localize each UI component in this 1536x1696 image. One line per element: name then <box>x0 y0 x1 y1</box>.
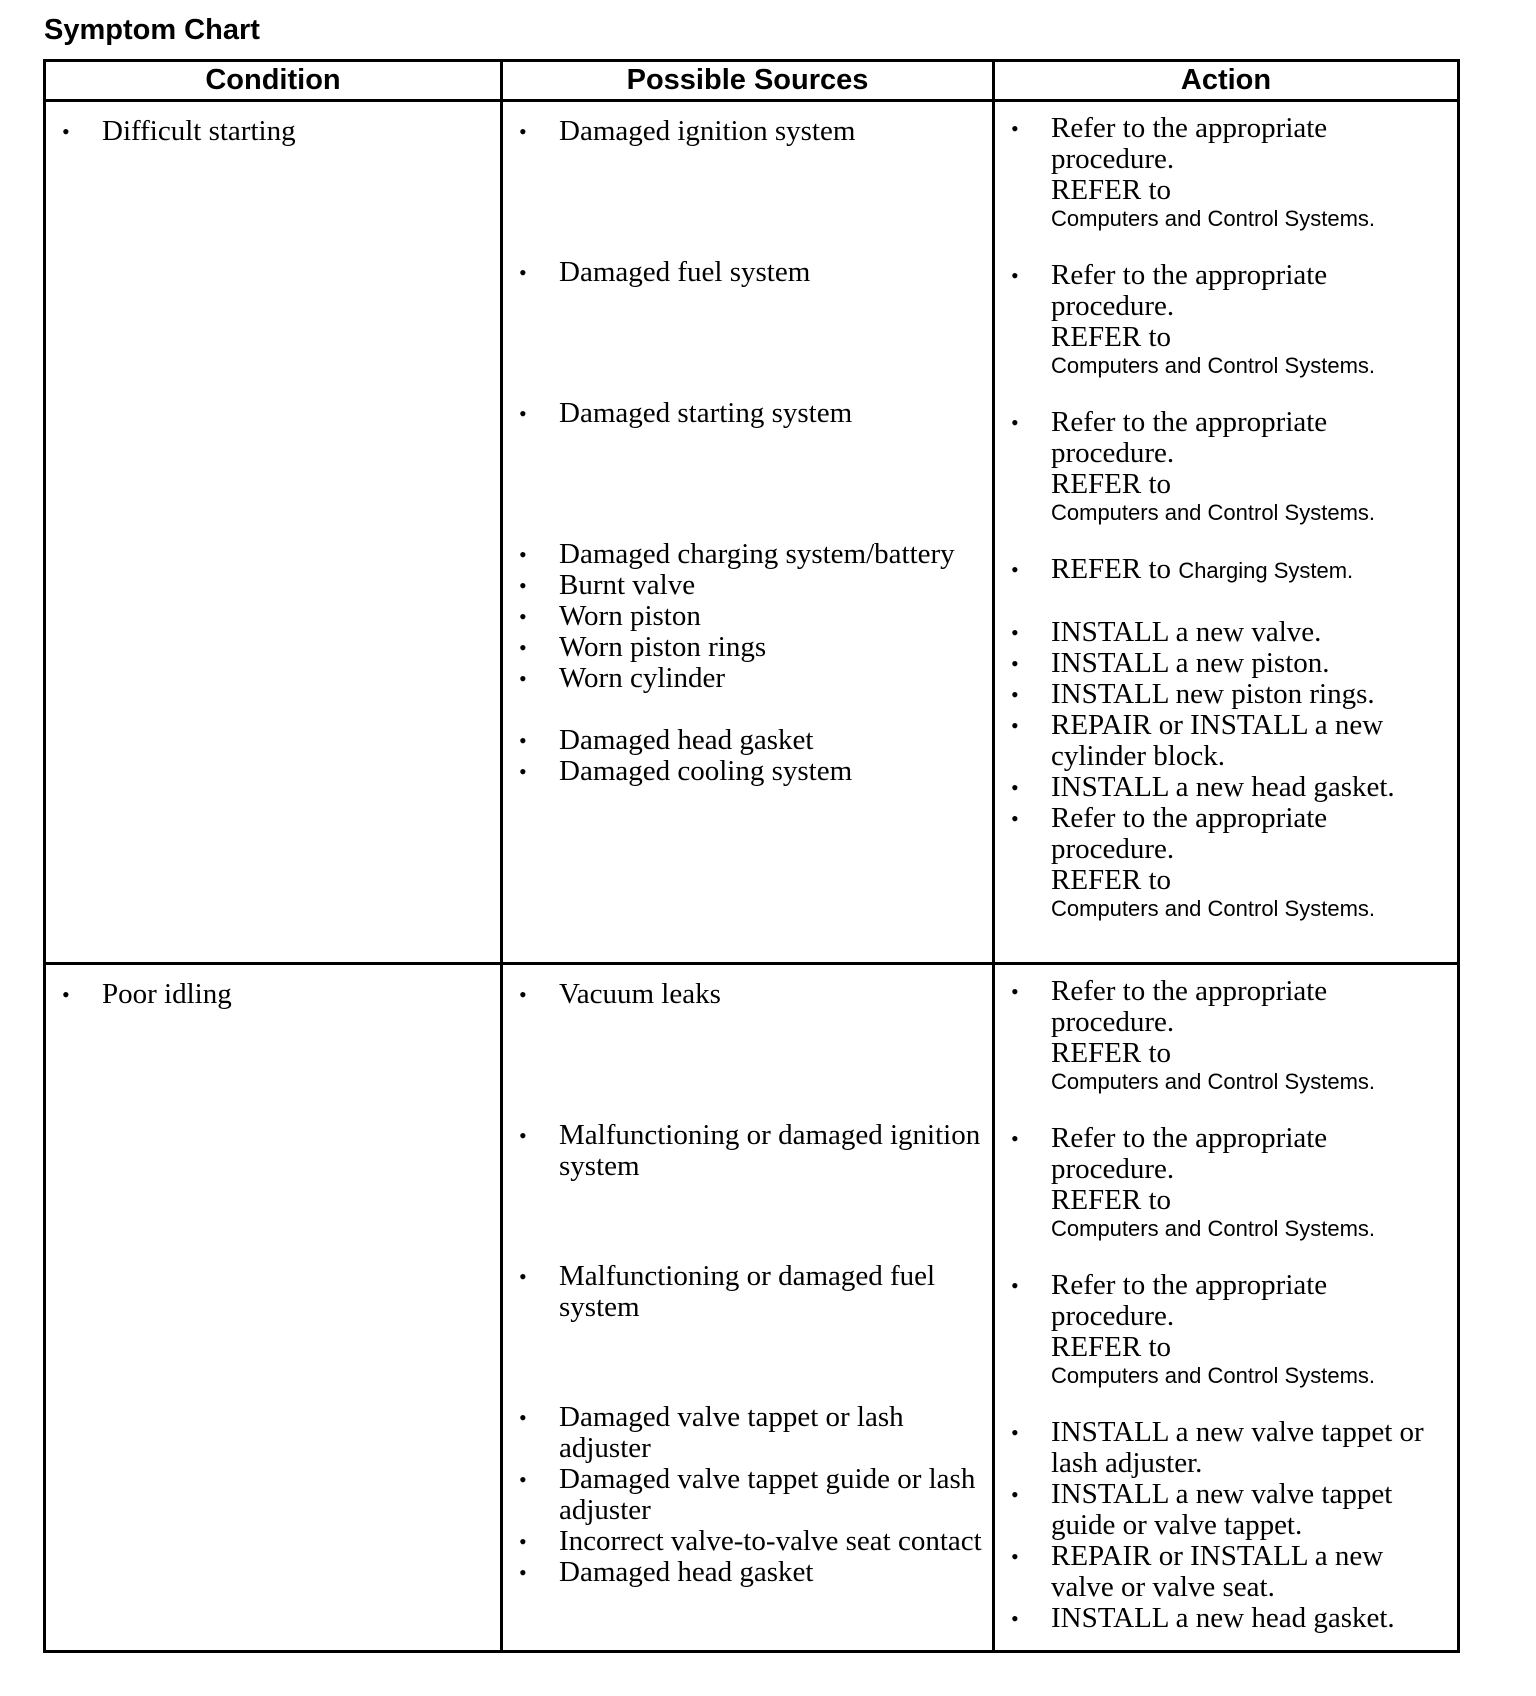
action-ref-target: Computers and Control Systems. <box>1051 1216 1376 1241</box>
source-item: • Damaged fuel system <box>517 257 986 288</box>
header-row <box>45 61 1459 101</box>
action-ref-target: Charging System. <box>1178 558 1354 583</box>
action-item: • INSTALL a new head gasket. <box>1009 772 1453 803</box>
chart-title: Symptom Chart <box>44 14 260 46</box>
action-refer: REFER to <box>1051 1184 1172 1216</box>
symptom-table <box>43 59 1460 1653</box>
source-item: • Damaged cooling system <box>517 756 986 787</box>
action-ref-target: Computers and Control Systems. <box>1051 500 1376 525</box>
sources-cell <box>502 964 994 1652</box>
source-item: • Malfunctioning or damaged fuel system <box>517 1261 986 1323</box>
action-refer: REFER to <box>1051 553 1172 585</box>
action-item: • Refer to the appropriate procedure. <box>1009 1123 1453 1185</box>
action-item: • INSTALL a new piston. <box>1009 648 1453 679</box>
action-refer: REFER to <box>1051 864 1172 896</box>
action-item: • REPAIR or INSTALL a new valve or valve seat. <box>1009 1541 1453 1603</box>
source-item: • Worn piston <box>517 601 986 632</box>
table-row <box>45 964 1459 1652</box>
action-cell <box>994 964 1459 1652</box>
action-item: • INSTALL a new valve. <box>1009 617 1453 648</box>
source-item: • Incorrect valve-to-valve seat contact <box>517 1526 986 1557</box>
action-ref-target: Computers and Control Systems. <box>1051 1363 1376 1388</box>
action-refer: REFER to <box>1051 468 1172 500</box>
condition-cell <box>45 101 502 964</box>
action-refer: REFER to <box>1051 174 1172 206</box>
action-item: • INSTALL a new head gasket. <box>1009 1603 1453 1634</box>
source-item: • Damaged valve tappet or lash adjuster <box>517 1402 986 1464</box>
table-row <box>45 101 1459 964</box>
header-action: Action <box>994 61 1459 101</box>
source-item: • Worn cylinder <box>517 663 986 694</box>
action-cell <box>994 101 1459 964</box>
source-item: • Vacuum leaks <box>517 979 986 1010</box>
action-ref-target: Computers and Control Systems. <box>1051 206 1376 231</box>
source-item: • Damaged ignition system <box>517 116 986 147</box>
action-ref-target: Computers and Control Systems. <box>1051 896 1376 921</box>
action-ref-target: Computers and Control Systems. <box>1051 1069 1376 1094</box>
action-item: • Refer to the appropriate procedure. <box>1009 803 1453 865</box>
action-item: • Refer to the appropriate procedure. <box>1009 407 1453 469</box>
source-item: • Damaged valve tappet guide or lash adjuster <box>517 1464 986 1526</box>
action-item: • REPAIR or INSTALL a new cylinder block. <box>1009 710 1453 772</box>
source-item: • Damaged charging system/battery <box>517 539 986 570</box>
condition-cell <box>45 964 502 1652</box>
source-item: • Malfunctioning or damaged ignition system <box>517 1120 986 1182</box>
source-item: • Worn piston rings <box>517 632 986 663</box>
header-sources: Possible Sources <box>502 61 994 101</box>
condition-item: • Poor idling <box>60 979 494 1010</box>
source-item: • Burnt valve <box>517 570 986 601</box>
action-item: • Refer to the appropriate procedure. <box>1009 260 1453 322</box>
source-item: • Damaged head gasket <box>517 725 986 756</box>
condition-item: • Difficult starting <box>60 116 494 147</box>
action-refer: REFER to <box>1051 1331 1172 1363</box>
action-item: • INSTALL new piston rings. <box>1009 679 1453 710</box>
source-item: • Damaged starting system <box>517 398 986 429</box>
action-item: • INSTALL a new valve tappet guide or valve tappet. <box>1009 1479 1453 1541</box>
action-item: • Refer to the appropriate procedure. <box>1009 976 1453 1038</box>
action-item: • Refer to the appropriate procedure. <box>1009 1270 1453 1332</box>
sources-cell <box>502 101 994 964</box>
source-item: • Damaged head gasket <box>517 1557 986 1588</box>
action-ref-target: Computers and Control Systems. <box>1051 353 1376 378</box>
action-item: • INSTALL a new valve tappet or lash adjuster. <box>1009 1417 1453 1479</box>
action-refer: REFER to <box>1051 321 1172 353</box>
action-item <box>1009 554 1453 586</box>
action-refer: REFER to <box>1051 1037 1172 1069</box>
header-condition: Condition <box>45 61 502 101</box>
action-item: • Refer to the appropriate procedure. <box>1009 113 1453 175</box>
